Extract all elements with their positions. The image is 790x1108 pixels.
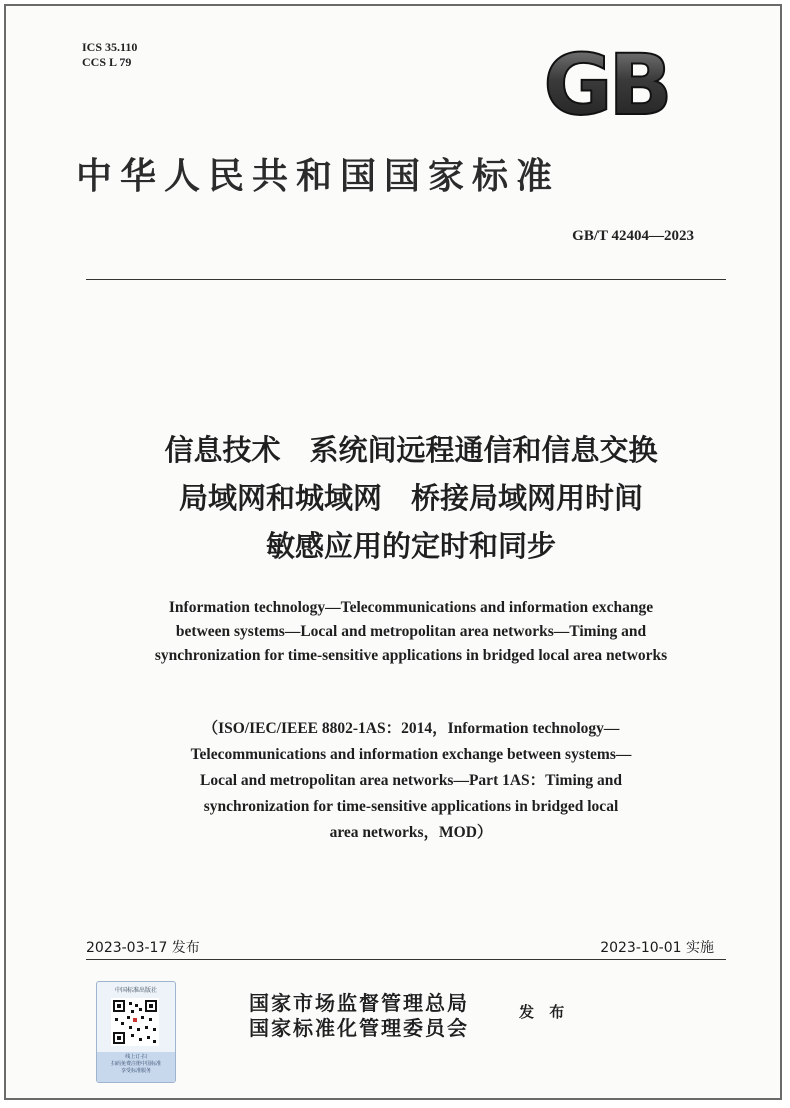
top-divider	[86, 279, 726, 280]
classification-codes	[82, 40, 137, 70]
standard-number: GB/T 42404—2023	[572, 228, 694, 244]
adoption-note	[46, 716, 776, 846]
publish-label: 发 布	[519, 1003, 570, 1021]
adoption-line: Local and metropolitan area networks—Part 1AS：Timing and	[200, 772, 622, 789]
ccs-code: CCS L 79	[82, 55, 132, 69]
qr-card-footer-line: 享受标准服务	[120, 1068, 151, 1074]
adoption-line: Telecommunications and information exchange between systems—	[190, 746, 632, 763]
title-zh-line: 敏感应用的定时和同步	[265, 529, 556, 563]
adoption-line: （ISO/IEC/IEEE 8802-1AS：2014，Information technology—	[202, 720, 620, 737]
bottom-divider	[86, 959, 726, 960]
ics-code: ICS 35.110	[82, 40, 138, 54]
qr-code-card[interactable]	[96, 981, 176, 1083]
issuer-sac: 国家标准化管理委员会	[249, 1016, 469, 1040]
title-zh-line: 信息技术 系统间远程通信和信息交换	[164, 433, 658, 467]
title-en-line: Information technology—Telecommunications and information exchange	[168, 599, 654, 616]
issuer-samr: 国家市场监督管理总局	[249, 991, 469, 1015]
title-chinese	[46, 426, 776, 570]
implementation-date: 2023-10-01 实施	[600, 940, 714, 956]
title-zh-line: 局域网和城域网 桥接局域网用时间	[178, 481, 643, 515]
standard-cover	[4, 4, 782, 1100]
title-english	[46, 596, 776, 668]
adoption-line: synchronization for time-sensitive applications in bridged local	[203, 798, 619, 815]
qr-card-header: 中国标准出版社	[114, 987, 157, 994]
issue-date: 2023-03-17 发布	[86, 940, 200, 956]
qr-card-footer	[97, 1052, 175, 1082]
national-standard-heading: 中华人民共和国国家标准	[76, 155, 561, 197]
title-en-line: between systems—Local and metropolitan area networks—Timing and	[175, 623, 647, 640]
qr-card-footer-line: 扫码免费注册中国标准	[110, 1061, 161, 1067]
issuing-authorities	[249, 991, 469, 1041]
qr-card-footer-line: 线上订·扫	[125, 1054, 147, 1060]
title-en-line: synchronization for time-sensitive applications in bridged local area networks	[154, 647, 668, 664]
qr-code-icon[interactable]	[111, 998, 159, 1046]
gb-logo-icon	[526, 44, 686, 122]
adoption-line: area networks，MOD）	[329, 824, 493, 841]
gb-logo-text: GB	[543, 44, 669, 122]
